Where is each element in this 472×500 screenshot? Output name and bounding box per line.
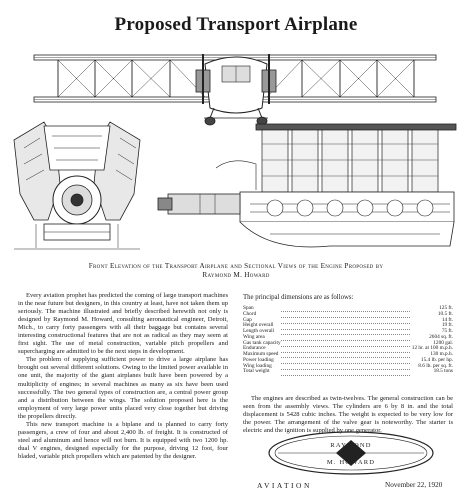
dimension-label: Gap (243, 316, 252, 323)
paragraph: This new transport machine is a biplane and is planned to carry forty passengers, a crew of four and about 2,400 lb. of freight. It is constructed of steel and aluminum and hence will not burn. It is equipped with two 1200 hp. dual V engines, designed especially for the purpose, driving 12 foot, four bladed, variable pitch propellers which are patented by the designer. (18, 420, 228, 460)
publication-name: AVIATION (257, 481, 312, 490)
paragraph: The problem of supplying sufficient power to drive a large airplane has brought out several different solutions. Owing to the limited power available in one unit, the majority of the giant airplanes built have been powered by a multiplicity of engines; in several machines as many as six have been used successfully. The two general types of construction are, a central power group and a distribution between the wings. The solution proposed here is the employment of very large power units placed very close together but driving the propellers directly. (18, 356, 228, 420)
dimension-value: 14 ft. (441, 316, 453, 323)
biplane-front-elevation (34, 54, 436, 125)
left-column-text (18, 292, 228, 461)
dimension-label: Endurance (243, 345, 266, 352)
dimension-label: Length overall (243, 328, 275, 334)
caption-line-2: Raymond M. Howard (202, 271, 270, 279)
dimension-value: 10.5 ft. (437, 310, 453, 317)
paragraph: The engines are described as twin-twelves. The general construction can be seen from the assembly views. The cylinders are 6 by 8 in. and the total displacement is 5428 cubic inches. The weight is expected to be very low for the power. The arrangement of the valve gear is noteworthy. The starter is electric and the ignition is supplied by one generator. (243, 395, 453, 435)
dotted-leader (281, 369, 410, 375)
engine-side-section (158, 124, 456, 247)
dimension-value: 1200 gal. (433, 339, 453, 346)
dimension-label: Chord (243, 310, 257, 317)
dimension-value: 8.6 lb. per sq. ft. (418, 362, 453, 369)
dimensions-intro: The principal dimensions are as follows: (243, 294, 354, 301)
designer-seal-logo (266, 430, 436, 476)
dimension-value: 12 hr. at 100 m.p.h. (411, 345, 453, 352)
dimension-value: 75 ft. (441, 328, 453, 334)
figure-caption (36, 262, 436, 280)
dimension-label: Wing area (243, 333, 265, 340)
dimension-value: 19 ft. (441, 322, 453, 329)
dimension-label: Maximum speed (243, 351, 279, 357)
dimension-label: Total weight (243, 368, 270, 375)
publication-date: November 22, 1920 (385, 481, 443, 489)
dimension-label: Gas tank capacity (243, 339, 281, 346)
dimension-value: 125 ft. (439, 305, 453, 311)
airplane-engine-illustration (0, 44, 472, 260)
svg-text:M. HOWARD: M. HOWARD (326, 459, 376, 466)
dimension-label: Span (243, 305, 254, 311)
dimension-label: Power loading (243, 356, 274, 363)
paragraph: Every aviation prophet has predicted the coming of large transport machines in the near future but designers, in this country at least, have not taken them up seriously. The machine illustrated and briefly described herewith not only is designed by Raymond M. Howard, consulting aeronautical engineer, Detroit, Mich., to carry forty passengers with all their baggage but contains several interesting constructional features that are not as radical as they may seem at first sight. The use of metal construction, variable pitch propellers and supercharging are admitted to be the next steps in development. (18, 292, 228, 356)
engine-front-section (14, 122, 140, 249)
dimension-label: Height overall (243, 322, 274, 329)
dimension-value: 2604 sq. ft. (429, 333, 453, 340)
svg-text:RAYMOND: RAYMOND (330, 442, 372, 449)
dimension-label: Wing loading (243, 362, 272, 369)
article-title: Proposed Transport Airplane (114, 14, 358, 35)
dimension-value: 18.5 tons (433, 368, 453, 375)
dimension-value: 15.4 lb. per hp. (420, 356, 453, 363)
caption-line-1: Front Elevation of the Transport Airplane and Sectional Views of the Engine Proposed by (88, 262, 384, 270)
dimension-value: 130 m.p.h. (430, 351, 453, 357)
dimension-row (243, 369, 453, 375)
dimensions-table (243, 306, 453, 376)
